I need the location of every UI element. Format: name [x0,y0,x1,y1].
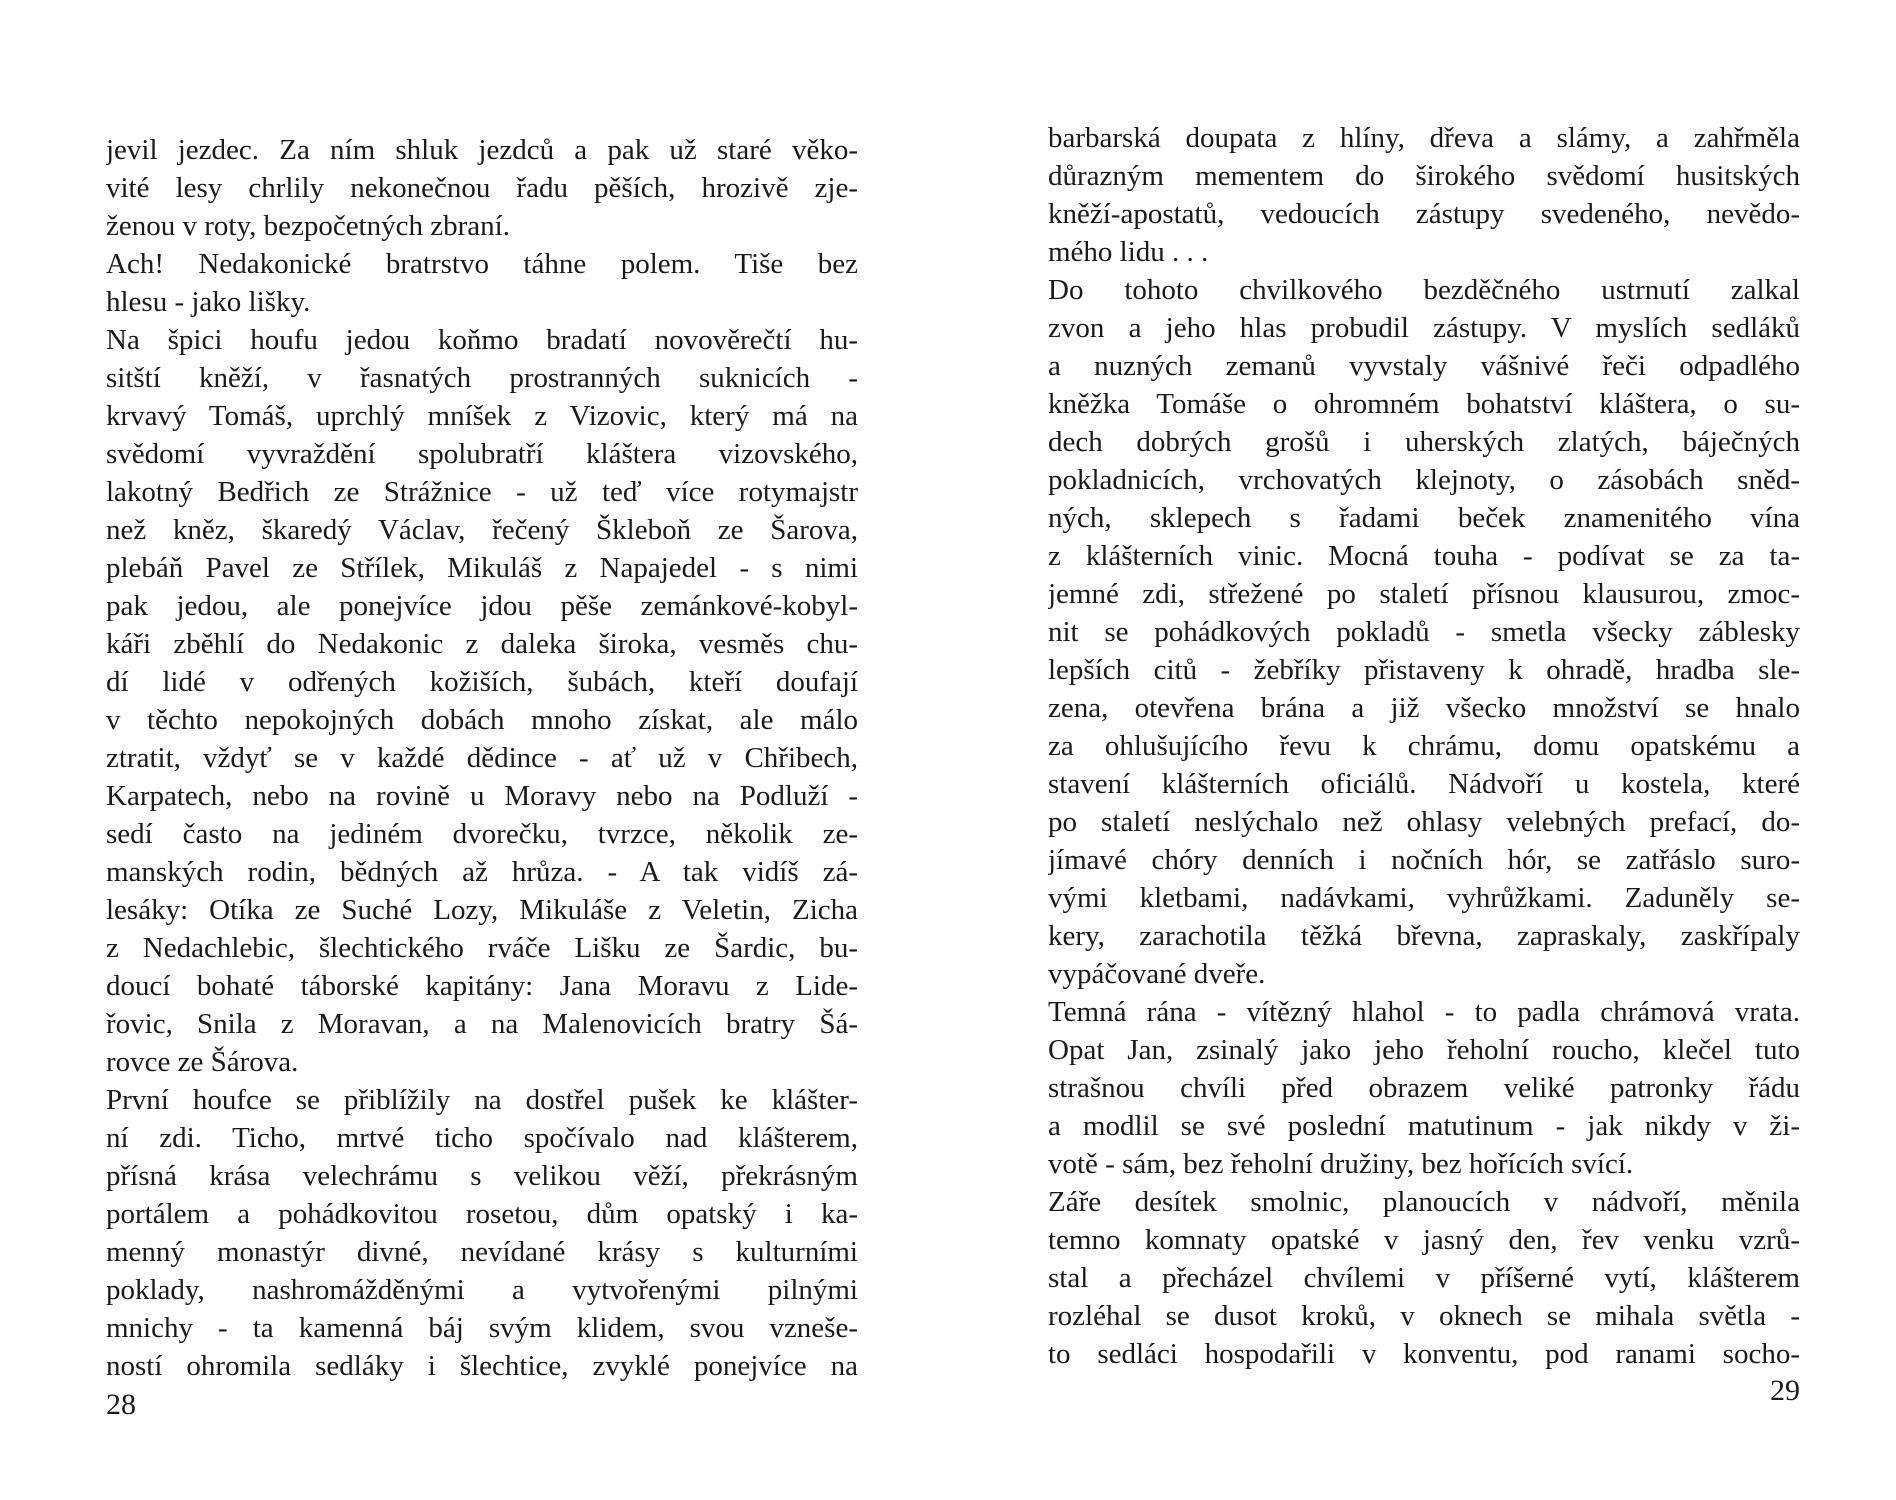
text-line: ztratit, vždyť se v každé dědince - ať už v Chřibech, [106,742,858,774]
text-line: Na špici houfu jedou koňmo bradatí novověrečtí hu- [106,324,858,356]
text-line: pak jedou, ale ponejvíce jdou pěše zemánkové-kobyl- [106,590,858,622]
right-page [948,0,1896,1500]
text-line: pokladnicích, vrchovatých klejnoty, o zásobách sněd- [1048,464,1800,496]
text-line: votě - sám, bez řeholní družiny, bez hořících svící. [1048,1148,1634,1180]
text-line: nit se pohádkových pokladů - smetla všecky záblesky [1048,616,1800,648]
text-line: jemné zdi, střežené po staletí přísnou klausurou, zmoc- [1048,578,1800,610]
text-line: sitští kněží, v řasnatých prostranných suknicích - [106,362,858,394]
text-line: poklady, nashromážděnými a vytvořenými pilnými [106,1274,858,1306]
text-line: kery, zarachotila těžká břevna, zapraskaly, zaskřípaly [1048,920,1800,952]
text-line: ní zdi. Ticho, mrtvé ticho spočívalo nad klášterem, [106,1122,858,1154]
text-line: První houfce se přiblížily na dostřel pušek ke klášter- [106,1084,858,1116]
text-line: doucí bohaté táborské kapitány: Jana Moravu z Lide- [106,970,858,1002]
text-line: lakotný Bedřich ze Strážnice - už teď více rotymajstr [106,476,858,508]
text-line: vými kletbami, nadávkami, vyhrůžkami. Zaduněly se- [1048,882,1800,914]
left-page-number: 28 [106,1388,136,1421]
left-page-text [106,131,858,1385]
text-line: ných, sklepech s řadami beček znamenitého vína [1048,502,1800,534]
text-line: temno komnaty opatské v jasný den, řev venku vzrů- [1048,1224,1800,1256]
text-line: než kněz, škaredý Václav, řečený Škleboň ze Šarova, [106,514,858,546]
text-line: manských rodin, bědných až hrůza. - A tak vidíš zá- [106,856,858,888]
text-line: dí lidé v odřených kožiších, šubách, kteří doufají [106,666,858,698]
text-line: portálem a pohádkovitou rosetou, dům opatský i ka- [106,1198,858,1230]
text-line: kněžka Tomáše o ohromném bohatství kláštera, o su- [1048,388,1800,420]
text-line: Temná rána - vítězný hlahol - to padla chrámová vrata. [1048,996,1800,1028]
text-line: ností ohromila sedláky i šlechtice, zvyklé ponejvíce na [106,1350,858,1382]
text-line: kněží-apostatů, vedoucích zástupy svedeného, nevědo- [1048,198,1800,230]
text-line: svědomí vyvraždění spolubratří kláštera vizovského, [106,438,858,470]
text-line: dech dobrých grošů i uherských zlatých, báječných [1048,426,1800,458]
text-line: lesáky: Otíka ze Suché Lozy, Mikuláše z Veletin, Zicha [106,894,858,926]
text-line: stal a přecházel chvílemi v příšerné vytí, klášterem [1048,1262,1800,1294]
text-line: Karpatech, nebo na rovině u Moravy nebo na Podluží - [106,780,858,812]
text-line: lepších citů - žebříky přistaveny k ohradě, hradba sle- [1048,654,1800,686]
text-line: mnichy - ta kamenná báj svým klidem, svou vzneše- [106,1312,858,1344]
text-line: rozléhal se dusot kroků, v oknech se mihala světla - [1048,1300,1800,1332]
text-line: v těchto nepokojných dobách mnoho získat, ale málo [106,704,858,736]
text-line: za ohlušujícího řevu k chrámu, domu opatskému a [1048,730,1800,762]
text-line: plebáň Pavel ze Střílek, Mikuláš z Napajedel - s nimi [106,552,858,584]
text-line: Ach! Nedakonické bratrstvo táhne polem. Tiše bez [106,248,858,280]
text-line: z klášterních vinic. Mocná touha - podívat se za ta- [1048,540,1800,572]
text-line: stavení klášterních oficiálů. Nádvoří u kostela, které [1048,768,1800,800]
text-line: řovic, Snila z Moravan, a na Malenovicích bratry Šá- [106,1008,858,1040]
text-line: z Nedachlebic, šlechtického rváče Lišku ze Šardic, bu- [106,932,858,964]
text-line: strašnou chvíli před obrazem veliké patronky řádu [1048,1072,1800,1104]
text-line: přísná krása velechrámu s velikou věží, překrásným [106,1160,858,1192]
text-line: mého lidu . . . [1048,236,1209,268]
right-page-number: 29 [1770,1374,1800,1407]
text-line: ženou v roty, bezpočetných zbraní. [106,210,510,242]
text-line: hlesu - jako lišky. [106,286,311,318]
right-page-text [1048,119,1800,1373]
text-line: a nuzných zemanů vyvstaly vášnivé řeči odpadlého [1048,350,1800,382]
text-line: jevil jezdec. Za ním shluk jezdců a pak už staré věko- [106,134,858,166]
text-line: Záře desítek smolnic, planoucích v nádvoří, měnila [1048,1186,1800,1218]
text-line: krvavý Tomáš, uprchlý mníšek z Vizovic, který má na [106,400,858,432]
text-line: zena, otevřena brána a již všecko množství se hnalo [1048,692,1800,724]
text-line: Opat Jan, zsinalý jako jeho řeholní roucho, klečel tuto [1048,1034,1800,1066]
text-line: jímavé chóry denních i nočních hór, se zatřáslo suro- [1048,844,1800,876]
text-line: sedí často na jediném dvorečku, tvrzce, několik ze- [106,818,858,850]
text-line: Do tohoto chvilkového bezděčného ustrnutí zalkal [1048,274,1800,306]
text-line: zvon a jeho hlas probudil zástupy. V myslích sedláků [1048,312,1800,344]
text-line: káři zběhlí do Nedakonic z daleka široka, vesměs chu- [106,628,858,660]
text-line: vité lesy chrlily nekonečnou řadu pěších, hrozivě zje- [106,172,858,204]
text-line: rovce ze Šárova. [106,1046,299,1078]
text-line: a modlil se své poslední matutinum - jak nikdy v ži- [1048,1110,1800,1142]
text-line: vypáčované dveře. [1048,958,1266,990]
text-line: barbarská doupata z hlíny, dřeva a slámy, a zahřměla [1048,122,1800,154]
text-line: to sedláci hospodařili v konventu, pod ranami socho- [1048,1338,1800,1370]
text-line: po staletí neslýchalo než ohlasy velebných prefací, do- [1048,806,1800,838]
text-line: důrazným mementem do širokého svědomí husitských [1048,160,1800,192]
text-line: menný monastýr divné, nevídané krásy s kulturními [106,1236,858,1268]
